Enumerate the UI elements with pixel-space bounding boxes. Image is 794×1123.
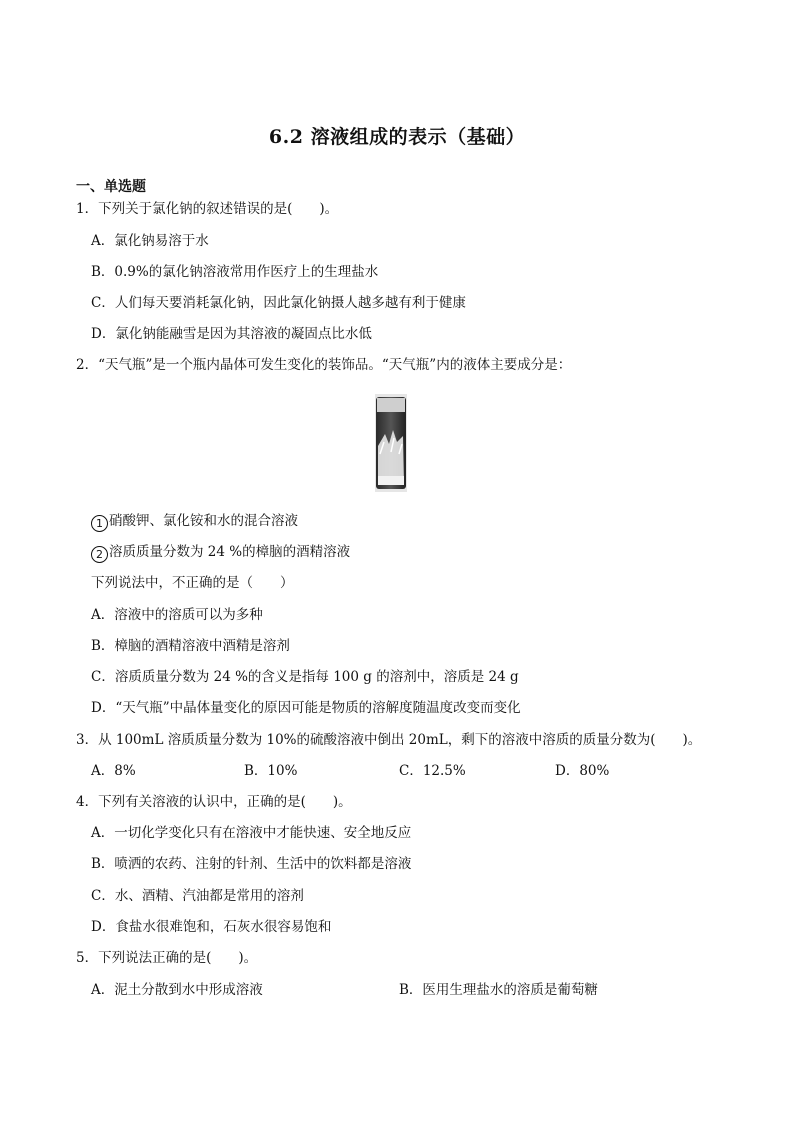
question-4-option-a: A．一切化学变化只有在溶液中才能快速、安全地反应 [91,825,412,841]
question-5-option-a: A．泥土分散到水中形成溶液 [91,982,263,998]
question-4-option-d: D．食盐水很难饱和，石灰水很容易饱和 [91,919,332,935]
question-2-item-1 [91,512,298,532]
question-2-option-c: C．溶质质量分数为 24 %的含义是指每 100 g 的溶剂中，溶质是 24 g [91,669,519,685]
question-2-option-a: A．溶液中的溶质可以为多种 [91,607,263,623]
question-2-option-b: B．樟脑的酒精溶液中酒精是溶剂 [91,638,290,654]
question-2-prompt: 下列说法中，不正确的是（ ） [91,575,294,591]
question-2-item-1-text: 硝酸钾、氯化铵和水的混合溶液 [109,513,298,529]
question-3-option-c: C．12.5% [399,763,466,779]
question-5-option-b: B．医用生理盐水的溶质是葡萄糖 [399,982,598,998]
circled-number-2: 2 [91,546,108,563]
question-3-stem: 3．从 100mL 溶质质量分数为 10%的硫酸溶液中倒出 20mL，剩下的溶液中溶质的质量分数为( )。 [76,732,702,748]
question-2-item-2-text: 溶质质量分数为 24 %的樟脑的酒精溶液 [109,544,351,560]
question-1-option-d: D．氯化钠能融雪是因为其溶液的凝固点比水低 [91,326,372,342]
question-4-stem: 4．下列有关溶液的认识中，正确的是( )。 [76,794,352,810]
question-2-item-2 [91,543,350,563]
question-1-option-c: C．人们每天要消耗氯化钠，因此氯化钠摄人越多越有利于健康 [91,295,466,311]
question-3-option-b: B．10% [244,763,298,779]
question-4-option-b: B．喷洒的农药、注射的针剂、生活中的饮料都是溶液 [91,856,412,872]
question-4-option-c: C．水、酒精、汽油都是常用的溶剂 [91,888,304,904]
question-2-stem: 2．“天气瓶”是一个瓶内晶体可发生变化的装饰品。“天气瓶”内的液体主要成分是： [76,357,572,373]
question-2-option-d: D．“天气瓶”中晶体量变化的原因可能是物质的溶解度随温度改变而变化 [91,700,521,716]
question-1-stem: 1．下列关于氯化钠的叙述错误的是( )。 [76,201,339,217]
page-title: 6.2 溶液组成的表示（基础） [268,126,526,148]
weather-bottle-photo [375,394,407,492]
question-1-option-b: B．0.9%的氯化钠溶液常用作医疗上的生理盐水 [91,264,379,280]
section-heading: 一、单选题 [76,179,146,195]
question-3-option-d: D．80% [555,763,610,779]
question-5-stem: 5．下列说法正确的是( )。 [76,950,258,966]
question-1-option-a: A．氯化钠易溶于水 [91,233,209,249]
circled-number-1: 1 [91,515,108,532]
question-3-option-a: A．8% [91,763,136,779]
